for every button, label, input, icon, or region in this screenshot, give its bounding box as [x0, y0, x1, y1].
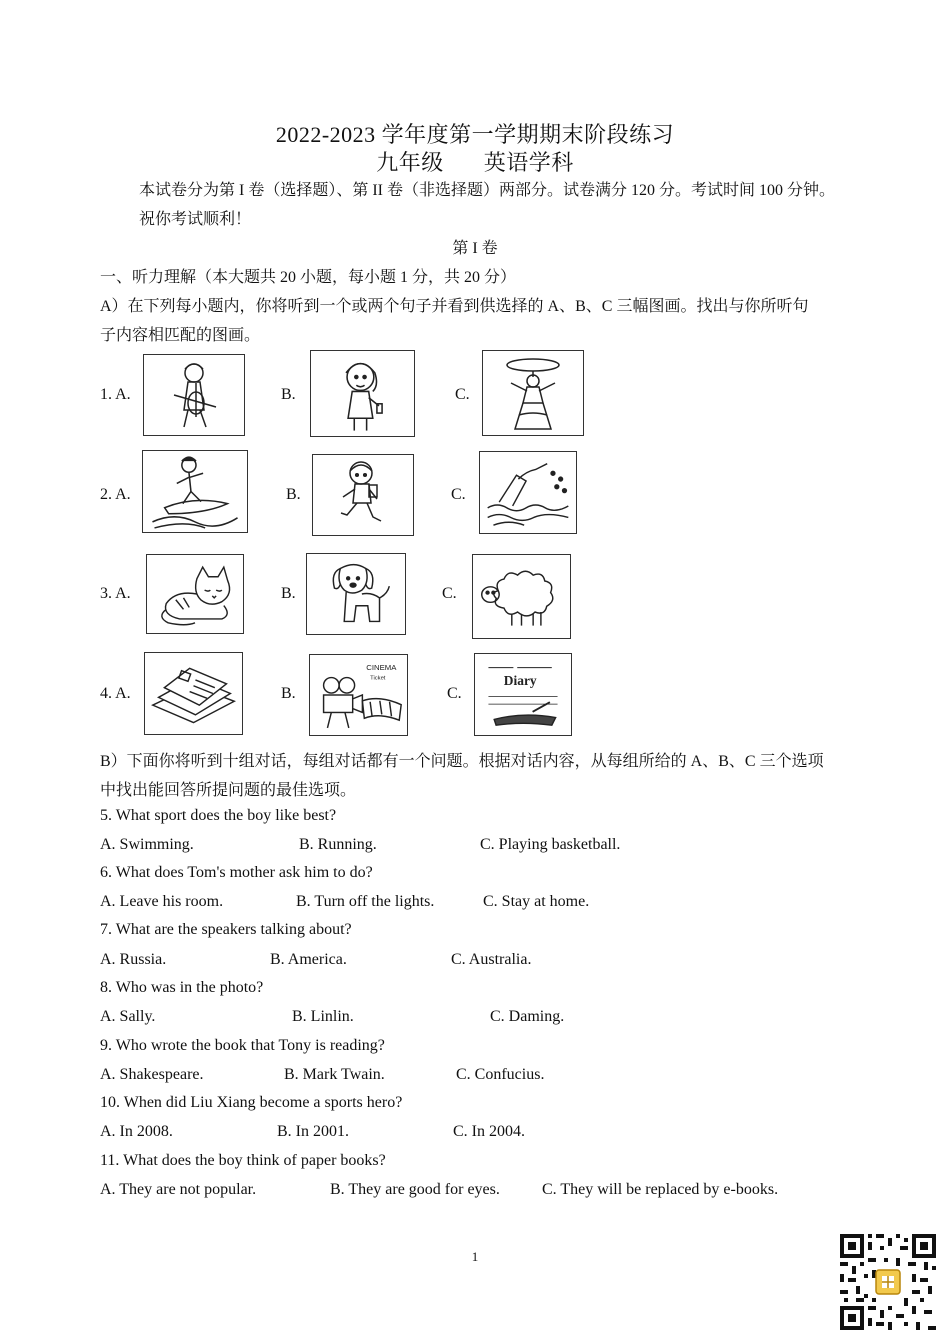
question-6-option-c: C. Stay at home. [483, 893, 590, 910]
question-10-option-c: C. In 2004. [453, 1123, 525, 1140]
question-11-option-a: A. They are not popular. [100, 1181, 257, 1198]
intro-line-1: 本试卷分为第 I 卷（选择题）、第 II 卷（非选择题）两部分。试卷满分 120 分。考试时间 100 分钟。 [139, 182, 835, 199]
question-6: 6. What does Tom's mother ask him to do? [100, 864, 373, 881]
intro-line-2: 祝你考试顺利！ [139, 211, 252, 228]
section-heading: 一、听力理解（本大题共 20 小题，每小题 1 分，共 20 分） [100, 269, 517, 286]
question-5: 5. What sport does the boy like best? [100, 807, 337, 824]
question-6-option-b: B. Turn off the lights. [296, 893, 435, 910]
question-9-option-b: B. Mark Twain. [284, 1066, 385, 1083]
question-9-option-a: A. Shakespeare. [100, 1066, 204, 1083]
question-11-option-b: B. They are good for eyes. [330, 1181, 500, 1198]
question-5-option-a: A. Swimming. [100, 836, 194, 853]
singing-girl-picture [310, 350, 415, 437]
question-9-option-c: C. Confucius. [456, 1066, 545, 1083]
question-10-option-b: B. In 2001. [277, 1123, 349, 1140]
exam-subtitle [0, 146, 950, 177]
question-7: 7. What are the speakers talking about? [100, 921, 352, 938]
question-6-option-a: A. Leave his room. [100, 893, 224, 910]
question-8-option-b: B. Linlin. [292, 1008, 354, 1025]
question-8-option-a: A. Sally. [100, 1008, 156, 1025]
dog-picture [306, 553, 406, 635]
part-a-instructions-1: A）在下列每小题内，你将听到一个或两个句子并看到供选择的 A、B、C 三幅图画。找出与你所听句 [100, 298, 809, 315]
part-b-instructions-2: 中找出能回答所提问题的最佳选项。 [100, 782, 357, 799]
cinema-label: CINEMA [366, 662, 397, 672]
page-number: 1 [471, 1249, 479, 1264]
question-1-label: 1. A. [100, 386, 131, 403]
qr-code-icon[interactable] [838, 1232, 938, 1332]
question-7-option-c: C. Australia. [451, 951, 532, 968]
question-10-option-a: A. In 2008. [100, 1123, 173, 1140]
question-2-label: 2. A. [100, 486, 131, 503]
diary-label: Diary [503, 672, 537, 688]
question-9: 9. Who wrote the book that Tony is reading? [100, 1037, 385, 1054]
surfing-boy-picture [142, 450, 248, 533]
question-1-option-c: C. [455, 386, 470, 403]
question-4-option-b: B. [281, 685, 296, 702]
part-a-instructions-2: 子内容相匹配的图画。 [100, 327, 261, 344]
question-4-label: 4. A. [100, 685, 131, 702]
grade-label: 九年级 [376, 150, 444, 175]
postcards-picture [144, 652, 243, 735]
question-10: 10. When did Liu Xiang become a sports hero? [100, 1094, 403, 1111]
subject-label: 英语学科 [483, 150, 574, 175]
diary-picture [474, 653, 572, 736]
violin-boy-picture [143, 354, 245, 436]
cat-picture [146, 554, 244, 634]
running-boy-picture [312, 454, 414, 536]
question-7-option-b: B. America. [270, 951, 347, 968]
exam-title: 2022-2023 学年度第一学期期末阶段练习 [275, 122, 675, 147]
sheep-picture [472, 554, 571, 639]
question-4-option-c: C. [447, 685, 462, 702]
question-8: 8. Who was in the photo? [100, 979, 264, 996]
question-2-option-c: C. [451, 486, 466, 503]
question-8-option-c: C. Daming. [490, 1008, 565, 1025]
question-3-label: 3. A. [100, 585, 131, 602]
swimming-picture [479, 451, 577, 534]
dancing-girl-picture [482, 350, 584, 436]
question-11: 11. What does the boy think of paper books? [100, 1152, 386, 1169]
question-5-option-b: B. Running. [299, 836, 377, 853]
question-3-option-c: C. [442, 585, 457, 602]
question-11-option-c: C. They will be replaced by e-books. [542, 1181, 779, 1198]
question-5-option-c: C. Playing basketball. [480, 836, 621, 853]
volume-heading: 第 I 卷 [452, 240, 498, 257]
part-b-instructions-1: B）下面你将听到十组对话，每组对话都有一个问题。根据对话内容，从每组所给的 A、B、C 三个选项 [100, 753, 824, 770]
question-1-option-b: B. [281, 386, 296, 403]
question-7-option-a: A. Russia. [100, 951, 167, 968]
question-3-option-b: B. [281, 585, 296, 602]
ticket-label: Ticket [370, 675, 386, 682]
cinema-ticket-picture [309, 654, 408, 736]
question-2-option-b: B. [286, 486, 301, 503]
